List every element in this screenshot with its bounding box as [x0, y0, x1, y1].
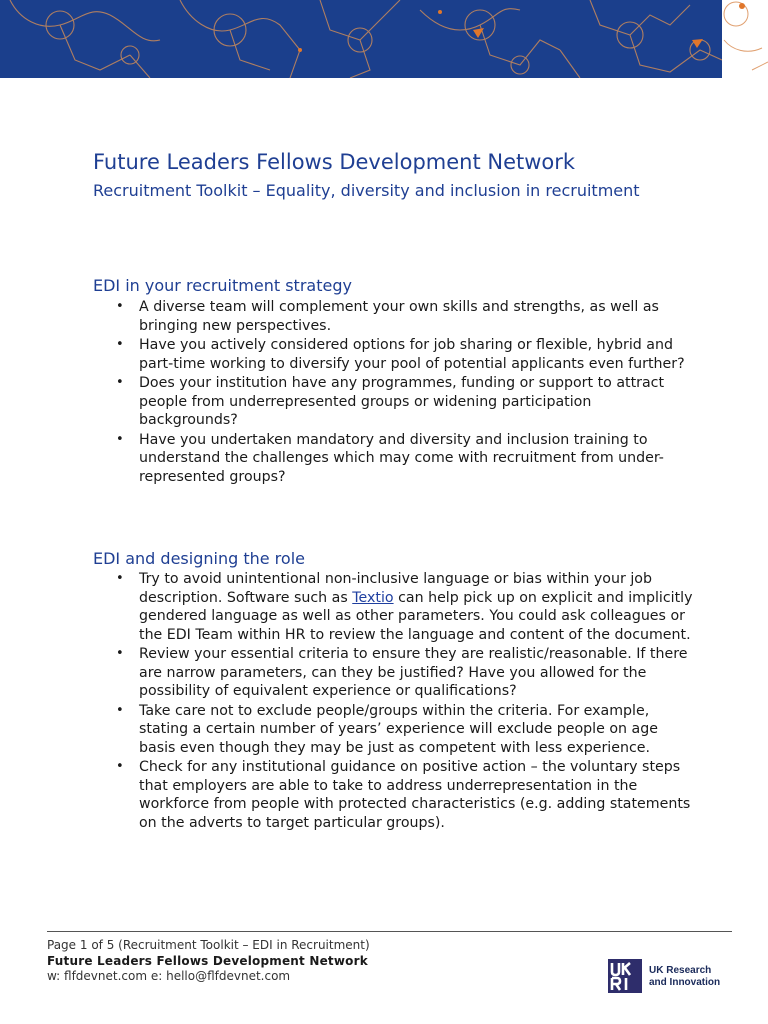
list-item	[93, 374, 693, 430]
footer-contact: w: flfdevnet.com e: hello@flfdevnet.com	[47, 969, 291, 983]
list-item	[93, 336, 693, 373]
ukri-mark-icon	[608, 959, 642, 993]
designing-role-bullet-list	[93, 570, 693, 833]
bullet-icon: •	[116, 571, 124, 586]
strategy-bullet-list	[93, 298, 693, 487]
list-item	[93, 758, 693, 832]
footer-network-name: Future Leaders Fellows Development Network	[47, 954, 368, 968]
list-item	[93, 298, 693, 335]
logo-line-1: UK Research	[649, 965, 712, 976]
list-item-text: Have you undertaken mandatory and diversity and inclusion training to understand the challenges which may come with recruitment from under-represented groups?	[139, 431, 664, 485]
list-item-text: Have you actively considered options for job sharing or flexible, hybrid and part-time working to diversify your pool of potential applicants even further?	[139, 337, 685, 372]
list-item	[93, 645, 693, 701]
list-item-text: Check for any institutional guidance on positive action – the voluntary steps that employers are able to take to address underrepresentation in the workforce from people with protected characteristics (e.g. adding statements on the adverts to target particular groups).	[139, 759, 691, 831]
section-heading-designing-role: EDI and designing the role	[93, 549, 305, 568]
list-item-text: Take care not to exclude people/groups within the criteria. For example, stating a certain number of years’ experience will exclude people on age basis even though they may be just as competent with less experience.	[139, 702, 658, 756]
bullet-icon: •	[116, 337, 124, 352]
logo-line-2: and Innovation	[649, 976, 721, 988]
list-item	[93, 570, 693, 644]
list-item-text-before-link: Try to avoid unintentional non-inclusive language or bias within your job description. Software such as	[139, 571, 652, 606]
banner-edge-decoration	[722, 0, 768, 78]
ukri-logo-text	[649, 965, 720, 988]
bullet-icon: •	[116, 702, 124, 718]
bullet-icon: •	[116, 431, 124, 447]
footer-divider	[47, 931, 732, 932]
list-item-text-after-link: can help pick up on explicit and implicitly gendered language as well as other parameters. You could ask colleagues or the EDI Team within HR to review the language and content of the document.	[139, 589, 693, 643]
bullet-icon: •	[116, 759, 124, 774]
document-title: Future Leaders Fellows Development Network	[93, 150, 576, 174]
list-item	[93, 431, 693, 487]
list-item	[93, 702, 693, 758]
footer-page-info: Page 1 of 5 (Recruitment Toolkit – EDI in Recruitment)	[47, 938, 370, 952]
header-banner	[0, 0, 722, 78]
bullet-icon: •	[116, 646, 124, 661]
bullet-icon: •	[116, 299, 124, 314]
document-subtitle: Recruitment Toolkit – Equality, diversity and inclusion in recruitment	[93, 181, 640, 200]
list-item-text: A diverse team will complement your own skills and strengths, as well as bringing new perspectives.	[139, 299, 659, 334]
list-item-text: Review your essential criteria to ensure they are realistic/reasonable. If there are narrow parameters, can they be justified? Have you allowed for the possibility of equivalent experience or qualifications?	[139, 646, 688, 699]
section-heading-strategy: EDI in your recruitment strategy	[93, 276, 352, 295]
list-item-text: Does your institution have any programmes, funding or support to attract people from underrepresented groups or widening participation backgrounds?	[139, 375, 665, 428]
bullet-icon: •	[116, 375, 124, 390]
ukri-logo	[608, 959, 728, 995]
network-pattern	[0, 0, 722, 78]
textio-link[interactable]: Textio	[352, 589, 394, 606]
